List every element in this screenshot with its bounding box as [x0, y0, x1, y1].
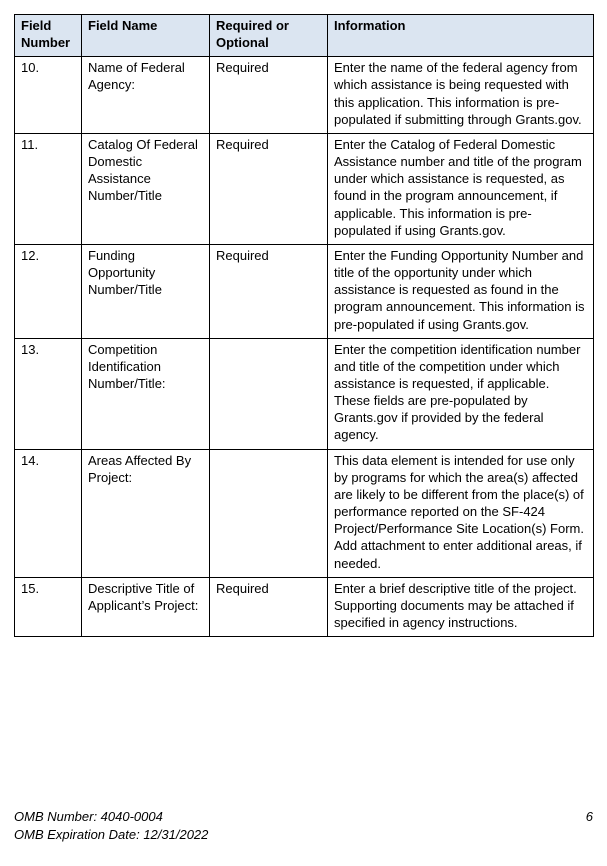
table-row	[15, 244, 594, 338]
cell-field-number: 11.	[15, 133, 82, 244]
cell-field-number: 15.	[15, 577, 82, 636]
cell-field-number: 12.	[15, 244, 82, 338]
cell-field-name: Descriptive Title of Applicant’s Project:	[82, 577, 210, 636]
table-row	[15, 57, 594, 134]
cell-required: Required	[210, 133, 328, 244]
omb-info	[14, 808, 208, 844]
cell-required	[210, 338, 328, 449]
table-header-row	[15, 15, 594, 57]
cell-field-number: 13.	[15, 338, 82, 449]
cell-information: Enter the name of the federal agency from which assistance is being requested with this application. This information is pre-populated if submitting through Grants.gov.	[328, 57, 594, 134]
cell-field-number: 14.	[15, 449, 82, 577]
cell-field-name: Competition Identification Number/Title:	[82, 338, 210, 449]
header-information: Information	[328, 15, 594, 57]
cell-field-name: Catalog Of Federal Domestic Assistance Number/Title	[82, 133, 210, 244]
fields-table	[14, 14, 594, 637]
cell-information: Enter the Funding Opportunity Number and title of the opportunity under which assistance is requested as found in the program announcement. This information is pre-populated if using Grants.gov.	[328, 244, 594, 338]
table-row	[15, 338, 594, 449]
cell-field-name: Areas Affected By Project:	[82, 449, 210, 577]
table-row	[15, 577, 594, 636]
cell-required: Required	[210, 577, 328, 636]
omb-expiration-date: OMB Expiration Date: 12/31/2022	[14, 826, 209, 842]
page-number: 6	[585, 808, 593, 824]
page-footer	[14, 808, 593, 844]
cell-information: Enter the Catalog of Federal Domestic Assistance number and title of the program under which assistance is requested, as found in the program announcement, if applicable. This information is pre-populated if using Grants.gov.	[328, 133, 594, 244]
omb-number: OMB Number: 4040-0004	[14, 808, 163, 824]
cell-field-number: 10.	[15, 57, 82, 134]
cell-field-name: Name of Federal Agency:	[82, 57, 210, 134]
cell-information: Enter a brief descriptive title of the project. Supporting documents may be attached if specified in agency instructions.	[328, 577, 594, 636]
cell-information: This data element is intended for use only by programs for which the area(s) affected are likely to be different from the place(s) of performance reported on the SF-424 Project/Performance Site Location(s) Form. Add attachment to enter additional areas, if needed.	[328, 449, 594, 577]
cell-field-name: Funding Opportunity Number/Title	[82, 244, 210, 338]
cell-required	[210, 449, 328, 577]
table-row	[15, 133, 594, 244]
cell-required: Required	[210, 244, 328, 338]
table-row	[15, 449, 594, 577]
header-field-name: Field Name	[82, 15, 210, 57]
header-field-number: Field Number	[15, 15, 82, 57]
cell-required: Required	[210, 57, 328, 134]
cell-information: Enter the competition identification number and title of the competition under which assistance is requested, if applicable. These fields are pre-populated by Grants.gov if provided by the federal agency.	[328, 338, 594, 449]
header-required-or-optional: Required or Optional	[210, 15, 328, 57]
